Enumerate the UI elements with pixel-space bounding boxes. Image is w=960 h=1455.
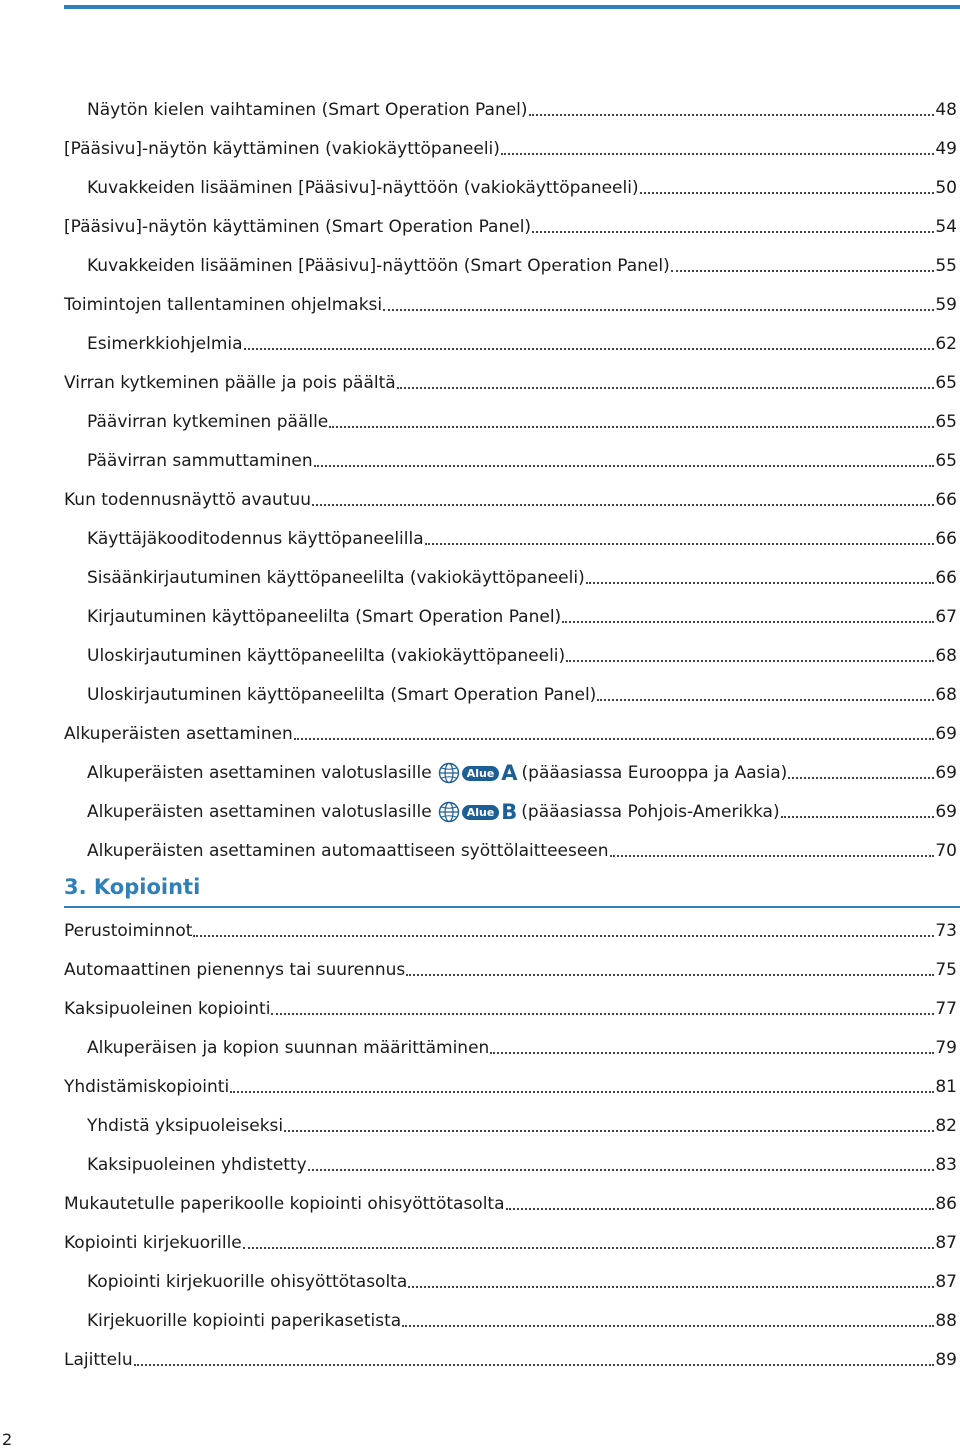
toc-entry-title: Kaksipuoleinen kopiointi (64, 999, 271, 1019)
toc-entry-title: Kuvakkeiden lisääminen [Pääsivu]-näyttöön (vakiokäyttöpaneeli) (87, 178, 639, 198)
toc-entry-title: Mukautetulle paperikoolle kopiointi ohisyöttötasolta (64, 1194, 505, 1214)
toc-entry-page: 87 (935, 1233, 957, 1253)
toc-entry[interactable] (64, 919, 957, 943)
toc-leader-dots (193, 935, 934, 937)
toc-entry[interactable] (87, 800, 957, 824)
toc-entry[interactable] (87, 644, 957, 668)
header-rule (64, 5, 960, 9)
toc-leader-dots (383, 309, 934, 311)
toc-entry[interactable] (87, 1270, 957, 1294)
toc-entry-title: Sisäänkirjautuminen käyttöpaneelilta (vakiokäyttöpaneeli) (87, 568, 585, 588)
toc-entry[interactable] (87, 761, 957, 785)
toc-entry-title: Perustoiminnot (64, 921, 193, 941)
toc-entry-title: Kopiointi kirjekuorille (64, 1233, 242, 1253)
toc-entry-page: 68 (935, 685, 957, 705)
toc-leader-dots (244, 348, 935, 350)
toc-leader-dots (271, 1013, 934, 1015)
toc-entry-page: 55 (935, 256, 957, 276)
toc-entry[interactable] (64, 958, 957, 982)
toc-entry[interactable] (64, 722, 957, 746)
toc-entry-title: Uloskirjautuminen käyttöpaneelilta (vakiokäyttöpaneeli) (87, 646, 566, 666)
toc-entry[interactable] (64, 1075, 957, 1099)
toc-entry[interactable] (64, 137, 957, 161)
toc-entry-page: 69 (935, 802, 957, 822)
toc-entry-page: 48 (935, 100, 957, 120)
toc-entry-title: Kun todennusnäyttö avautuu (64, 490, 312, 510)
toc-entry-page: 82 (935, 1116, 957, 1136)
toc-entry-title: Alkuperäisten asettaminen automaattiseen syöttölaitteeseen (87, 841, 609, 861)
toc-entry-page: 65 (935, 373, 957, 393)
toc-entry[interactable] (87, 98, 957, 122)
toc-leader-dots (312, 504, 934, 506)
toc-entry-page: 88 (935, 1311, 957, 1331)
toc-leader-dots (408, 1286, 934, 1288)
toc-entry-title: [Pääsivu]-näytön käyttäminen (Smart Operation Panel) (64, 217, 532, 237)
toc-entry-page: 81 (935, 1077, 957, 1097)
toc-leader-dots (243, 1247, 935, 1249)
toc-entry[interactable] (87, 410, 957, 434)
toc-leader-dots (308, 1169, 935, 1171)
toc-leader-dots (314, 465, 935, 467)
toc-leader-dots (406, 974, 934, 976)
toc-leader-dots (506, 1208, 935, 1210)
toc-entry-page: 73 (935, 921, 957, 941)
toc-entry-page: 66 (935, 568, 957, 588)
toc-leader-dots (640, 192, 935, 194)
toc-entry[interactable] (87, 566, 957, 590)
toc-entry-page: 67 (935, 607, 957, 627)
region-a-badge (438, 762, 518, 784)
toc-entry-page: 69 (935, 763, 957, 783)
toc-entry-page: 65 (935, 451, 957, 471)
toc-leader-dots (788, 777, 934, 779)
toc-leader-dots (586, 582, 935, 584)
toc-entry[interactable] (64, 215, 957, 239)
region-badge-letter: A (501, 761, 518, 785)
toc-entry[interactable] (64, 488, 957, 512)
section-rule (64, 906, 960, 908)
toc-leader-dots (529, 114, 935, 116)
toc-entry-page: 70 (935, 841, 957, 861)
toc-entry-page: 77 (935, 999, 957, 1019)
toc-entry[interactable] (87, 527, 957, 551)
toc-entry-page: 66 (935, 529, 957, 549)
toc-entry-title: Alkuperäisten asettaminen valotuslasille (87, 763, 432, 783)
toc-entry[interactable] (87, 1309, 957, 1333)
toc-entry-page: 62 (935, 334, 957, 354)
toc-leader-dots (134, 1364, 935, 1366)
toc-entry-title: Yhdistä yksipuoleiseksi (87, 1116, 284, 1136)
toc-leader-dots (501, 153, 934, 155)
toc-leader-dots (230, 1091, 934, 1093)
toc-leader-dots (597, 699, 934, 701)
toc-leader-dots (397, 387, 935, 389)
toc-entry-title: Kaksipuoleinen yhdistetty (87, 1155, 307, 1175)
toc-entry[interactable] (87, 605, 957, 629)
toc-entry[interactable] (87, 176, 957, 200)
toc-leader-dots (562, 621, 934, 623)
toc-entry-title: Automaattinen pienennys tai suurennus (64, 960, 406, 980)
region-badge-label: Alue (462, 766, 500, 781)
toc-entry[interactable] (64, 997, 957, 1021)
toc-entry-title: [Pääsivu]-näytön käyttäminen (vakiokäyttöpaneeli) (64, 139, 500, 159)
toc-entry-title: Kopiointi kirjekuorille ohisyöttötasolta (87, 1272, 408, 1292)
toc-entry[interactable] (87, 683, 957, 707)
toc-entry-title: Yhdistämiskopiointi (64, 1077, 230, 1097)
toc-leader-dots (329, 426, 934, 428)
toc-entry[interactable] (87, 332, 957, 356)
toc-entry[interactable] (64, 371, 957, 395)
toc-entry-page: 86 (935, 1194, 957, 1214)
region-badge-label: Alue (462, 805, 500, 820)
region-b-badge (438, 801, 518, 823)
toc-leader-dots (402, 1325, 934, 1327)
toc-leader-dots (294, 738, 935, 740)
toc-entry[interactable] (64, 1192, 957, 1216)
section-heading: 3. Kopiointi (64, 875, 201, 899)
toc-entry-page: 50 (935, 178, 957, 198)
toc-entry[interactable] (87, 1153, 957, 1177)
toc-leader-dots (610, 855, 935, 857)
toc-entry-page: 54 (935, 217, 957, 237)
toc-entry-title: Lajittelu (64, 1350, 133, 1370)
toc-entry-title: Alkuperäisten asettaminen (64, 724, 293, 744)
toc-entry-page: 49 (935, 139, 957, 159)
toc-entry[interactable] (64, 1231, 957, 1255)
toc-entry[interactable] (87, 839, 957, 863)
toc-entry[interactable] (87, 449, 957, 473)
toc-entry-page: 66 (935, 490, 957, 510)
toc-leader-dots (425, 543, 935, 545)
toc-leader-dots (671, 270, 935, 272)
toc-entry-title: Alkuperäisen ja kopion suunnan määrittäminen (87, 1038, 490, 1058)
toc-leader-dots (781, 816, 935, 818)
toc-entry-page: 89 (935, 1350, 957, 1370)
toc-leader-dots (532, 231, 934, 233)
toc-entry-page: 79 (935, 1038, 957, 1058)
toc-leader-dots (490, 1052, 934, 1054)
toc-entry-title: Päävirran sammuttaminen (87, 451, 313, 471)
toc-entry-title: Näytön kielen vaihtaminen (Smart Operation Panel) (87, 100, 528, 120)
toc-entry-page: 68 (935, 646, 957, 666)
toc-entry[interactable] (64, 1348, 957, 1372)
toc-leader-dots (284, 1130, 934, 1132)
toc-entry-page: 65 (935, 412, 957, 432)
toc-entry-title: Päävirran kytkeminen päälle (87, 412, 329, 432)
toc-entry-title: Kirjautuminen käyttöpaneelilta (Smart Operation Panel) (87, 607, 562, 627)
toc-entry-title: Toimintojen tallentaminen ohjelmaksi (64, 295, 383, 315)
globe-icon (438, 762, 460, 784)
toc-entry-title-suffix: (pääasiassa Eurooppa ja Aasia) (521, 763, 788, 783)
toc-entry-title: Kirjekuorille kopiointi paperikasetista (87, 1311, 402, 1331)
toc-entry-title: Alkuperäisten asettaminen valotuslasille (87, 802, 432, 822)
globe-icon (438, 801, 460, 823)
toc-entry[interactable] (87, 254, 957, 278)
toc-entry-page: 75 (935, 960, 957, 980)
toc-entry-title: Virran kytkeminen päälle ja pois päältä (64, 373, 396, 393)
toc-leader-dots (566, 660, 934, 662)
toc-entry-page: 59 (935, 295, 957, 315)
toc-entry-title: Uloskirjautuminen käyttöpaneelilta (Smart Operation Panel) (87, 685, 597, 705)
toc-entry-page: 87 (935, 1272, 957, 1292)
page-number: 2 (2, 1430, 13, 1449)
toc-entry-title-suffix: (pääasiassa Pohjois-Amerikka) (521, 802, 780, 822)
toc-entry-title: Käyttäjäkooditodennus käyttöpaneelilla (87, 529, 424, 549)
toc-entry[interactable] (64, 293, 957, 317)
toc-entry-page: 83 (935, 1155, 957, 1175)
toc-entry-title: Esimerkkiohjelmia (87, 334, 243, 354)
region-badge-letter: B (501, 800, 518, 824)
toc-entry-page: 69 (935, 724, 957, 744)
toc-entry[interactable] (87, 1114, 957, 1138)
toc-entry[interactable] (87, 1036, 957, 1060)
toc-entry-title: Kuvakkeiden lisääminen [Pääsivu]-näyttöön (Smart Operation Panel) (87, 256, 670, 276)
